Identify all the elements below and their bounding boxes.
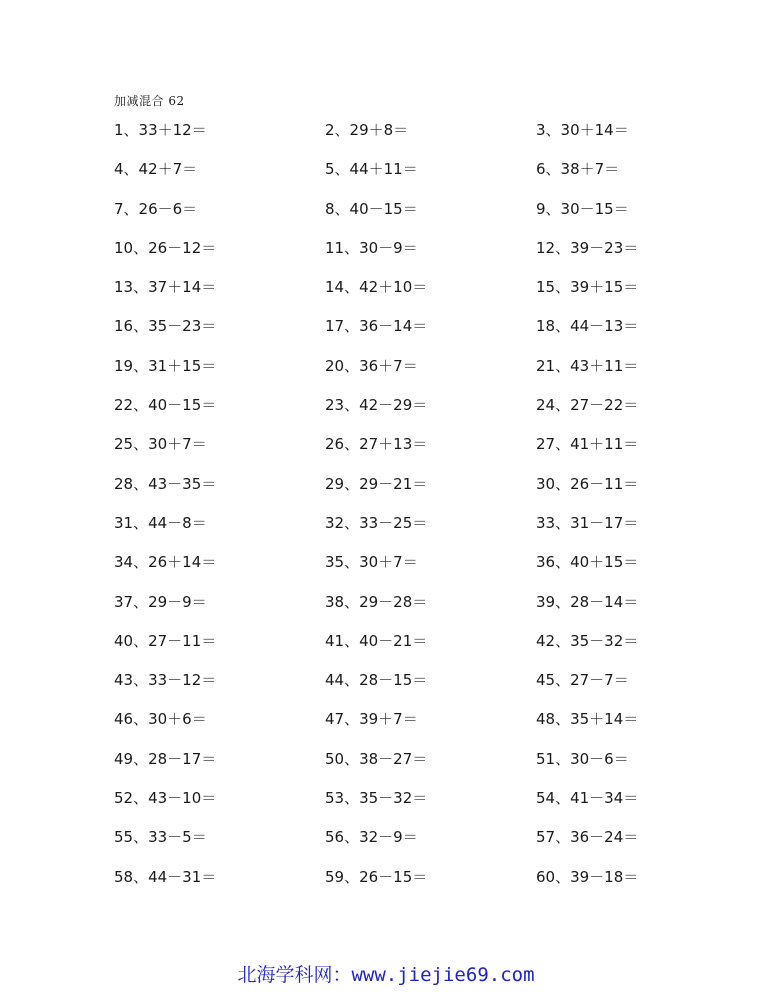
problem-item: 22、40－15＝ [114,396,217,415]
problem-item: 13、37＋14＝ [114,278,217,297]
problem-item: 52、43－10＝ [114,789,217,808]
problem-item: 16、35－23＝ [114,317,217,336]
footer-source [0,963,772,987]
problem-item: 59、26－15＝ [325,867,428,886]
problem-item: 24、27－22＝ [536,396,639,415]
problem-item: 50、38－27＝ [325,749,428,768]
problem-item: 60、39－18＝ [536,867,639,886]
problem-item: 27、41＋11＝ [536,435,639,454]
problem-item: 23、42－29＝ [325,396,428,415]
problem-item: 25、30＋7＝ [114,435,207,454]
problem-item: 56、32－9＝ [325,828,418,847]
problem-item: 33、31－17＝ [536,513,639,532]
problem-item: 39、28－14＝ [536,592,639,611]
problem-item: 54、41－34＝ [536,789,639,808]
problem-item: 10、26－12＝ [114,238,217,257]
problem-item: 51、30－6＝ [536,749,629,768]
problem-item: 44、28－15＝ [325,671,428,690]
problem-item: 47、39＋7＝ [325,710,418,729]
problem-item: 12、39－23＝ [536,238,639,257]
problem-item: 55、33－5＝ [114,828,207,847]
problem-item: 14、42＋10＝ [325,278,428,297]
problem-item: 6、38＋7＝ [536,160,620,179]
problem-item: 4、42＋7＝ [114,160,198,179]
problem-item: 42、35－32＝ [536,631,639,650]
problem-item: 38、29－28＝ [325,592,428,611]
problem-item: 28、43－35＝ [114,474,217,493]
problem-grid [114,119,674,905]
problem-item: 11、30－9＝ [325,238,418,257]
problem-item: 9、30－15＝ [536,199,629,218]
problem-item: 41、40－21＝ [325,631,428,650]
problem-item: 7、26－6＝ [114,199,198,218]
problem-item: 5、44＋11＝ [325,160,418,179]
problem-item: 18、44－13＝ [536,317,639,336]
footer-url-link[interactable]: www.jiejie69.com [351,964,535,986]
problem-item: 34、26＋14＝ [114,553,217,572]
problem-item: 8、40－15＝ [325,199,418,218]
problem-item: 40、27－11＝ [114,631,217,650]
problem-item: 49、28－17＝ [114,749,217,768]
problem-item: 3、30＋14＝ [536,121,629,139]
problem-item: 46、30＋6＝ [114,710,207,729]
problem-item: 53、35－32＝ [325,789,428,808]
problem-item: 31、44－8＝ [114,513,207,532]
problem-item: 43、33－12＝ [114,671,217,690]
footer-label: 北海学科网： [237,964,352,986]
problem-item: 45、27－7＝ [536,671,629,690]
problem-item: 35、30＋7＝ [325,553,418,572]
problem-item: 36、40＋15＝ [536,553,639,572]
problem-item: 58、44－31＝ [114,867,217,886]
problem-item: 19、31＋15＝ [114,356,217,375]
problem-item: 37、29－9＝ [114,592,207,611]
problem-item: 32、33－25＝ [325,513,428,532]
problem-item: 57、36－24＝ [536,828,639,847]
problem-item: 29、29－21＝ [325,474,428,493]
problem-item: 17、36－14＝ [325,317,428,336]
problem-item: 30、26－11＝ [536,474,639,493]
problem-item: 48、35＋14＝ [536,710,639,729]
problem-item: 2、29＋8＝ [325,121,409,139]
problem-item: 20、36＋7＝ [325,356,418,375]
problem-item: 26、27＋13＝ [325,435,428,454]
worksheet-title: 加减混合 62 [114,94,185,108]
problem-item: 15、39＋15＝ [536,278,639,297]
problem-item: 1、33＋12＝ [114,121,207,139]
problem-item: 21、43＋11＝ [536,356,639,375]
